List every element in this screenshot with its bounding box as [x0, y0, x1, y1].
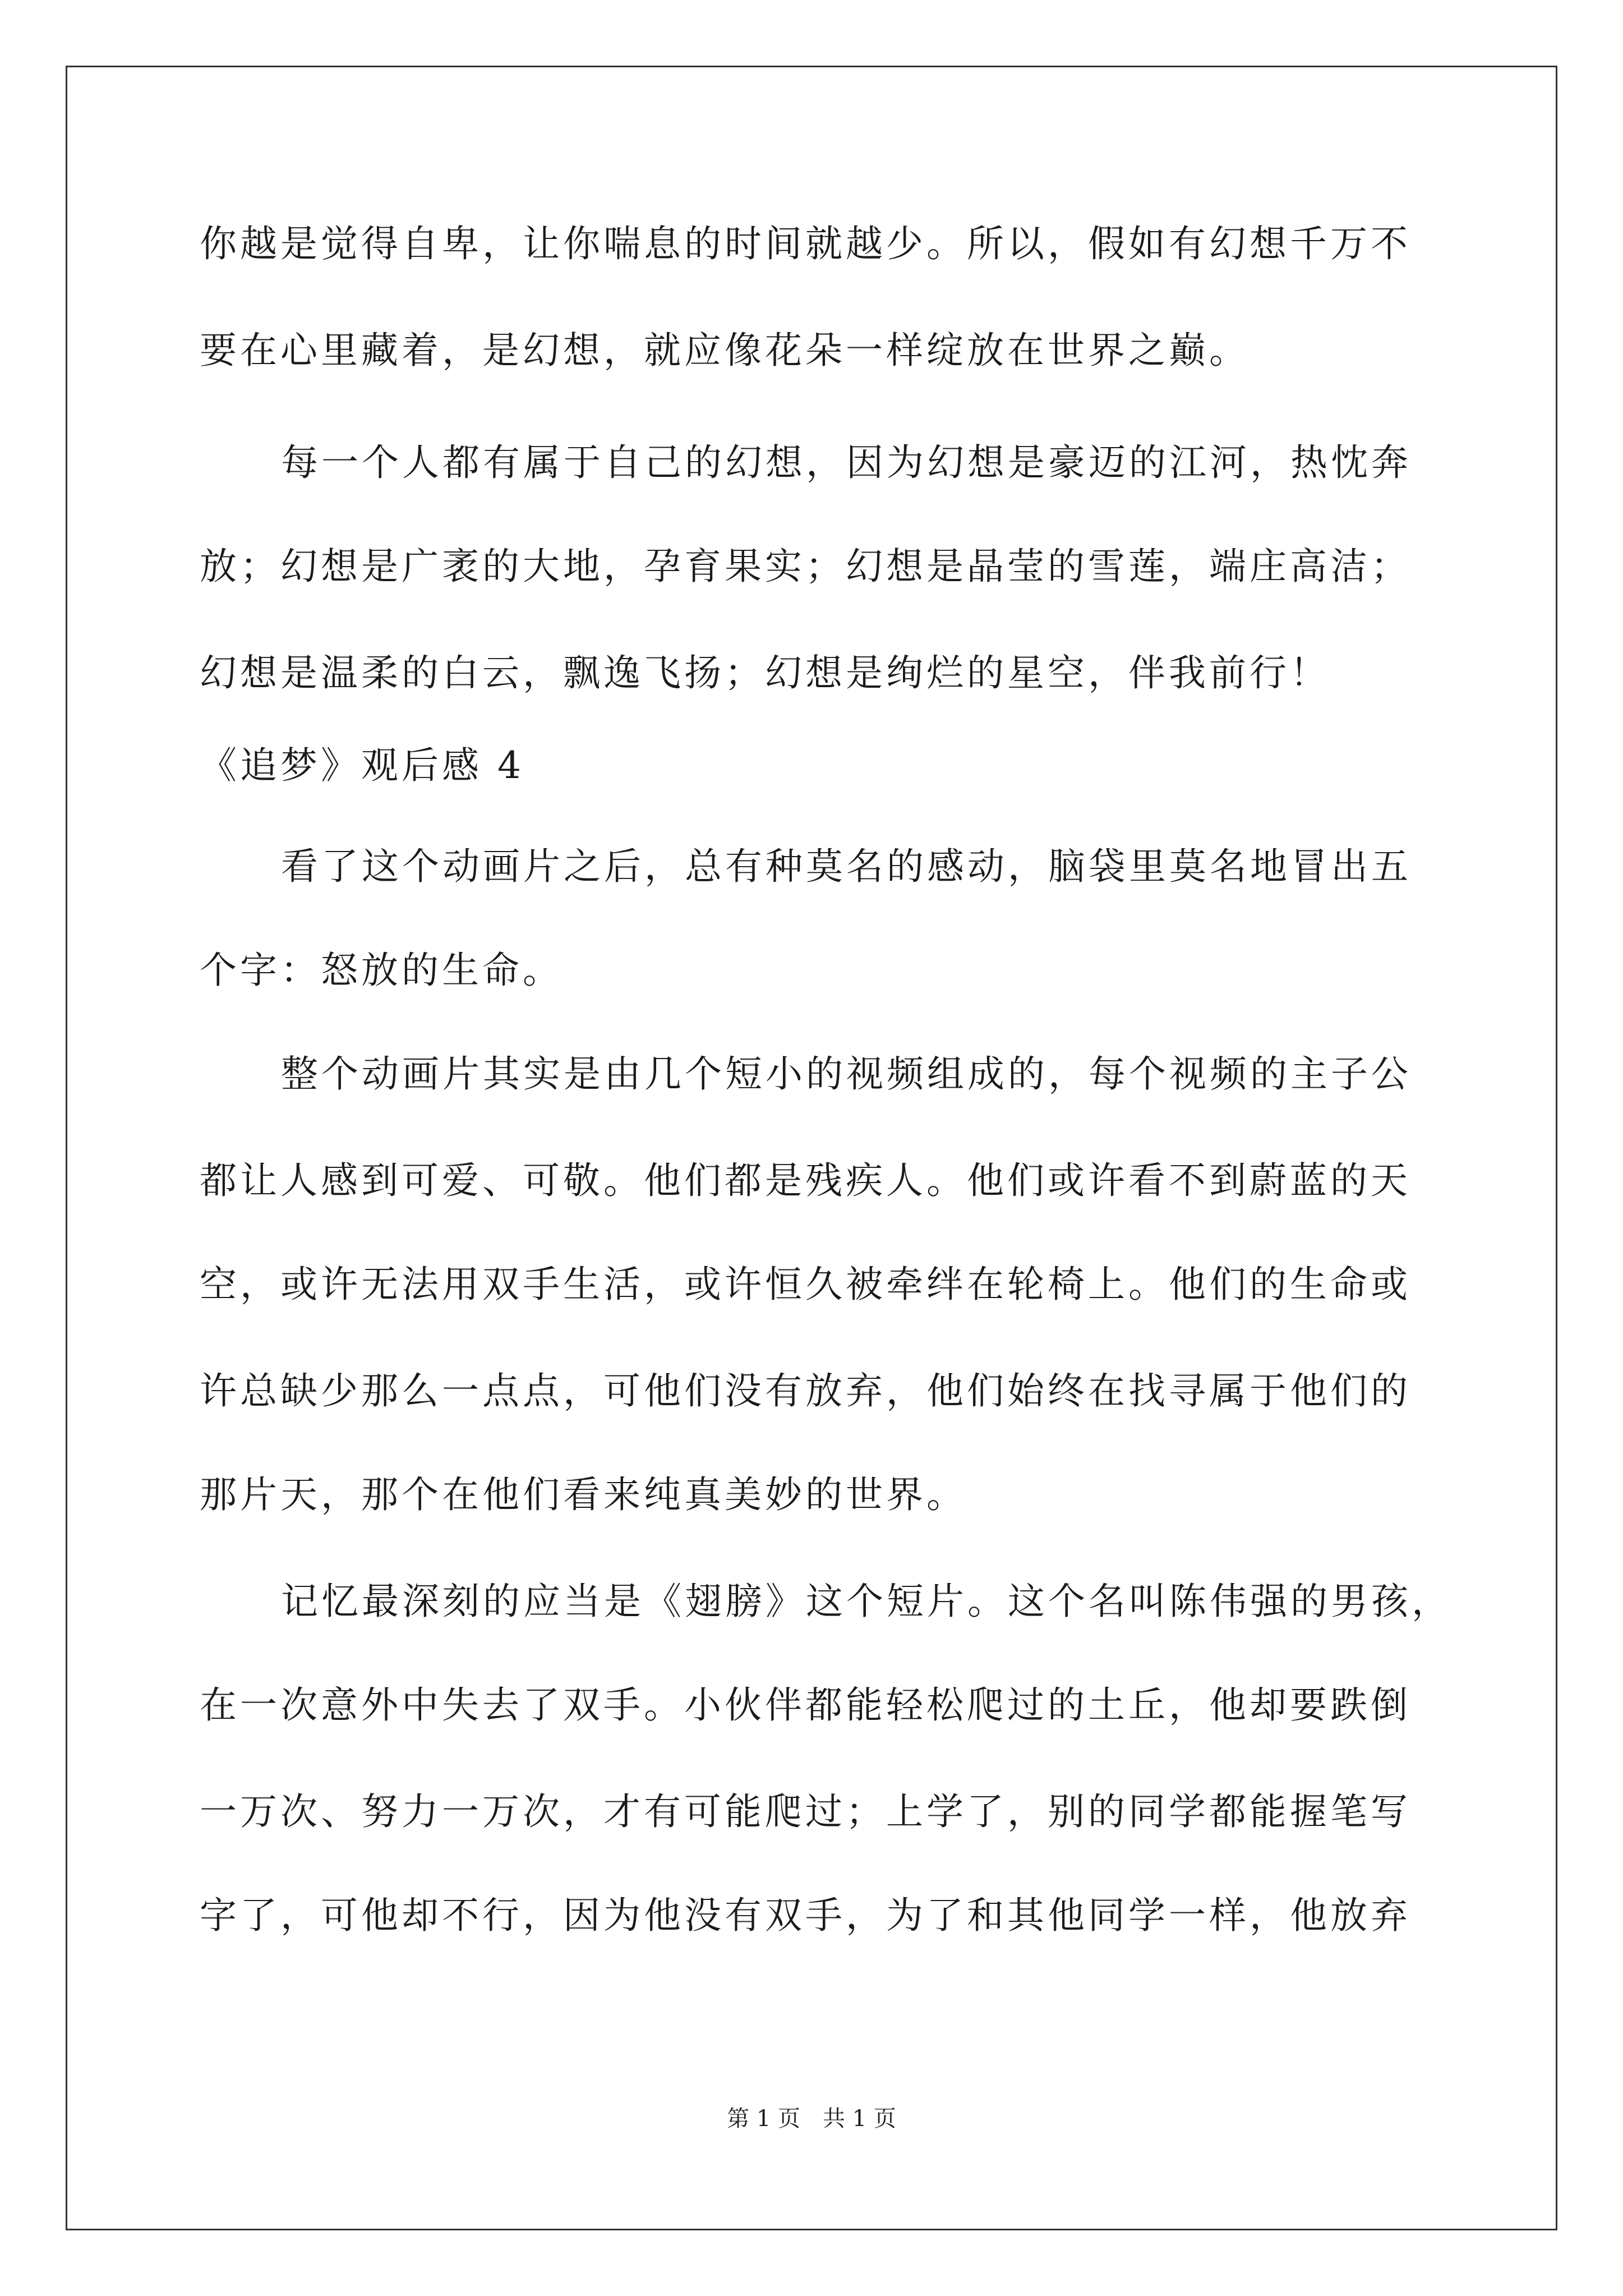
section-heading: 《追梦》观后感 4 — [200, 744, 524, 787]
body-line: 一万次、努力一万次，才有可能爬过；上学了，别的同学都能握笔写 — [200, 1790, 1411, 1833]
body-line: 你越是觉得自卑，让你喘息的时间就越少。所以，假如有幻想千万不 — [200, 222, 1411, 265]
body-line: 空，或许无法用双手生活，或许恒久被牵绊在轮椅上。他们的生命或 — [200, 1263, 1411, 1306]
body-line: 每一个人都有属于自己的幻想，因为幻想是豪迈的江河，热忱奔 — [281, 441, 1412, 484]
body-line: 幻想是温柔的白云，飘逸飞扬；幻想是绚烂的星空，伴我前行！ — [200, 651, 1330, 694]
body-line: 整个动画片其实是由几个短小的视频组成的，每个视频的主子公 — [281, 1052, 1412, 1096]
body-line: 记忆最深刻的应当是《翅膀》这个短片。这个名叫陈伟强的男孩， — [281, 1580, 1452, 1623]
page-number-footer: 第 1 页 共 1 页 — [727, 2106, 896, 2132]
body-line: 在一次意外中失去了双手。小伙伴都能轻松爬过的土丘，他却要跌倒 — [200, 1683, 1411, 1727]
body-line: 个字：怒放的生命。 — [200, 949, 563, 992]
body-line: 都让人感到可爱、可敬。他们都是残疾人。他们或许看不到蔚蓝的天 — [200, 1159, 1411, 1202]
body-line: 许总缺少那么一点点，可他们没有放弃，他们始终在找寻属于他们的 — [200, 1369, 1411, 1412]
body-line: 放；幻想是广袤的大地，孕育果实；幻想是晶莹的雪莲，端庄高洁； — [200, 545, 1411, 588]
body-line: 看了这个动画片之后，总有种莫名的感动，脑袋里莫名地冒出五 — [281, 845, 1412, 888]
body-line: 那片天，那个在他们看来纯真美妙的世界。 — [200, 1473, 967, 1516]
body-line: 要在心里藏着，是幻想，就应像花朵一样绽放在世界之巅。 — [200, 329, 1249, 372]
body-line: 字了，可他却不行，因为他没有双手，为了和其他同学一样，他放弃 — [200, 1894, 1411, 1937]
